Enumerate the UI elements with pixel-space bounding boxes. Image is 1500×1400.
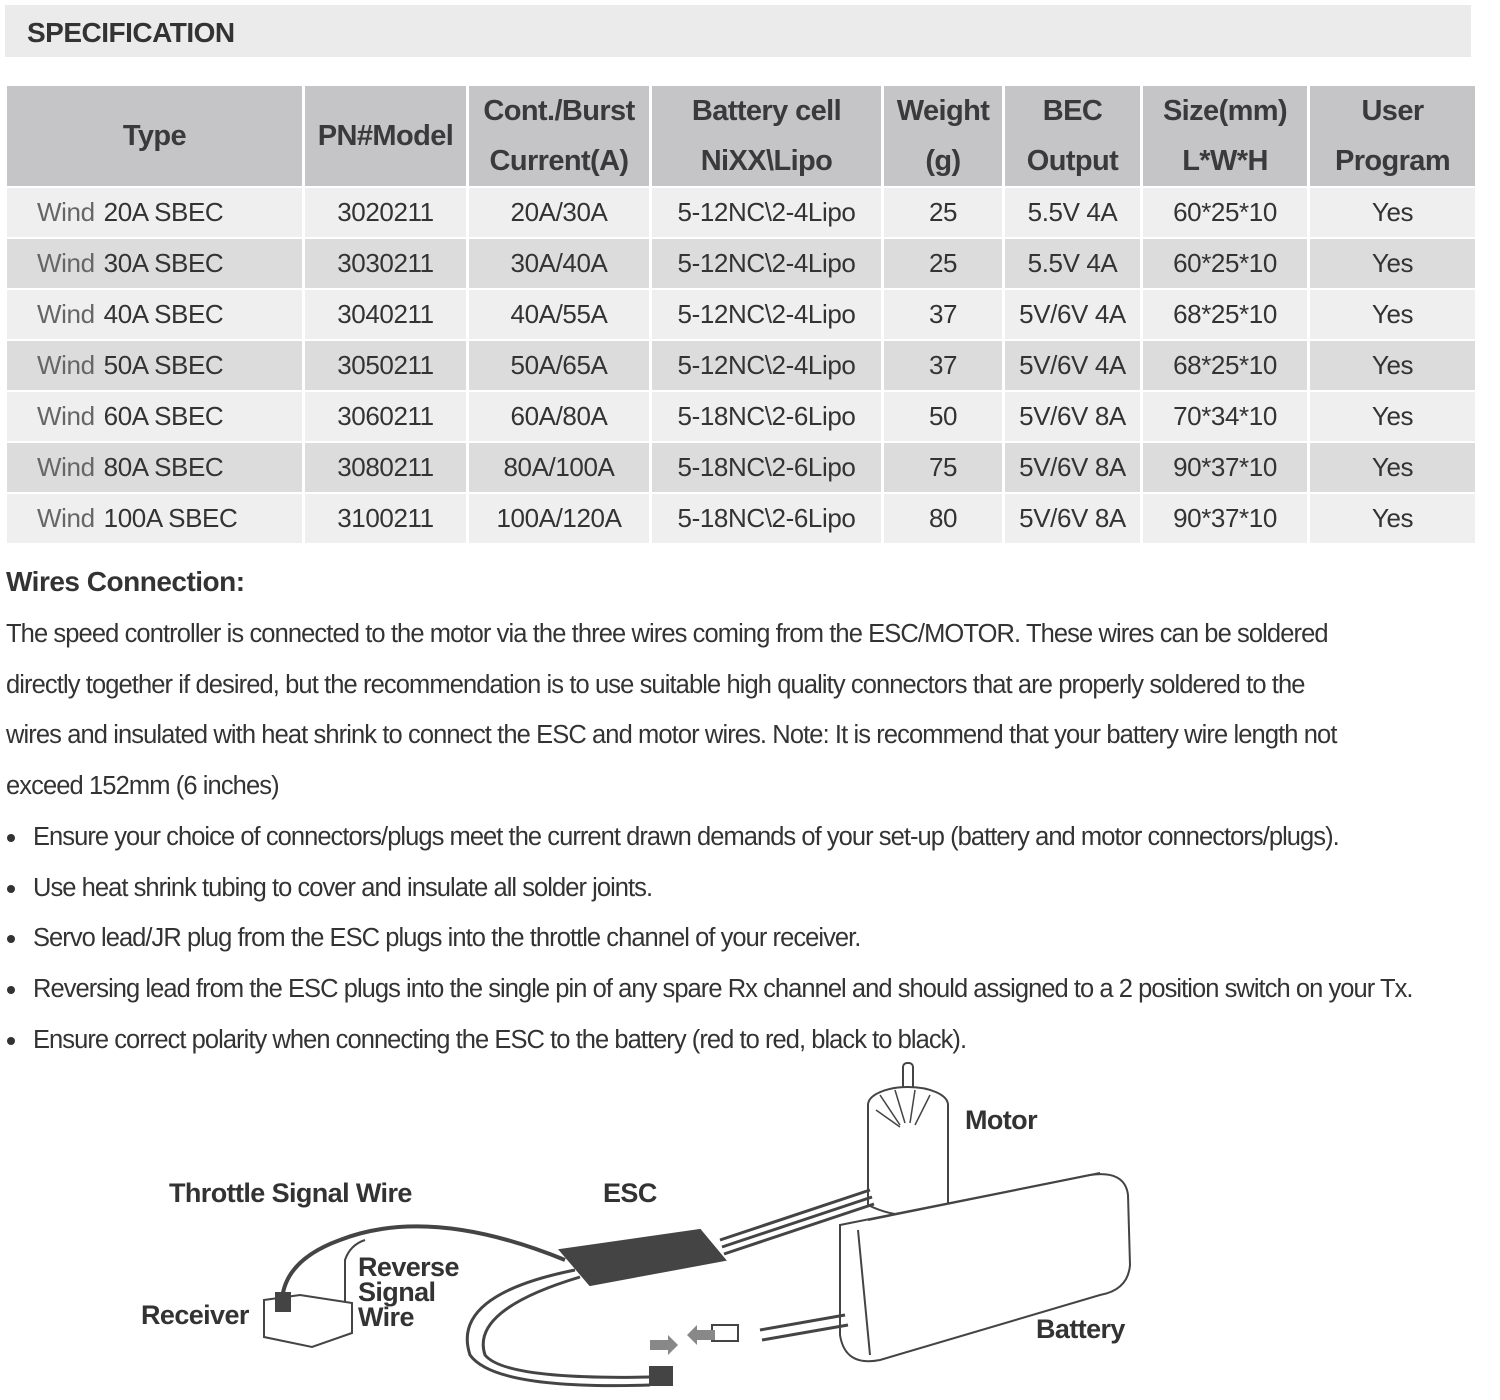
reverse-label-line: Signal (358, 1277, 436, 1307)
column-header-text: Output (1026, 145, 1119, 177)
model-text: 100A SBEC (103, 503, 238, 533)
cells-cell: 5-12NC\2-4Lipo (652, 188, 881, 237)
pn-cell: 3060211 (305, 392, 466, 441)
model-text: 50A SBEC (103, 350, 224, 380)
current-cell: 100A/120A (469, 494, 649, 543)
motor-illustration (868, 1063, 948, 1215)
wires-paragraph (6, 612, 1486, 815)
current-cell: 30A/40A (469, 239, 649, 288)
brand-text: Wind (37, 197, 95, 227)
table-row (7, 494, 1475, 543)
weight-cell: 75 (884, 443, 1002, 492)
column-header (1005, 86, 1140, 186)
size-cell: 60*25*10 (1143, 239, 1307, 288)
model-text: 80A SBEC (103, 452, 224, 482)
cells-cell: 5-12NC\2-4Lipo (652, 239, 881, 288)
esc-label: ESC (603, 1178, 657, 1208)
paragraph-line: The speed controller is connected to the motor via the three wires coming from the ESC/MOTOR. These wires can be soldered (6, 620, 1328, 648)
column-header-text: (g) (925, 145, 961, 177)
receiver-label: Receiver (141, 1300, 249, 1330)
pn-cell: 3040211 (305, 290, 466, 339)
column-header-text: L*W*H (1182, 145, 1268, 177)
type-cell (7, 494, 302, 543)
column-header-text: Size(mm) (1162, 95, 1288, 127)
paragraph-line: wires and insulated with heat shrink to connect the ESC and motor wires. Note: It is recommend that your battery wire length not (6, 721, 1337, 750)
weight-cell: 37 (884, 341, 1002, 390)
program-cell: Yes (1310, 443, 1475, 492)
cells-cell: 5-18NC\2-6Lipo (652, 443, 881, 492)
bullet-item: Reversing lead from the ESC plugs into the single pin of any spare Rx channel and should assigned to a 2 position switch on your Tx. (6, 967, 1500, 1018)
weight-cell: 37 (884, 290, 1002, 339)
program-cell: Yes (1310, 341, 1475, 390)
size-cell: 90*37*10 (1143, 443, 1307, 492)
column-header (1143, 86, 1307, 186)
column-header (884, 86, 1002, 186)
size-cell: 60*25*10 (1143, 188, 1307, 237)
model-text: 40A SBEC (103, 299, 224, 329)
column-header-text: BEC (1042, 95, 1103, 127)
bec-cell: 5V/6V 4A (1005, 341, 1140, 390)
column-header-text: Weight (896, 95, 990, 127)
bullet-item: Use heat shrink tubing to cover and insulate all solder joints. (6, 866, 1500, 917)
bullet-item: Servo lead/JR plug from the ESC plugs into the throttle channel of your receiver. (6, 916, 1500, 967)
brand-text: Wind (37, 401, 95, 431)
table-row (7, 392, 1475, 441)
pn-cell: 3030211 (305, 239, 466, 288)
type-cell (7, 443, 302, 492)
table-row (7, 239, 1475, 288)
brand-text: Wind (37, 248, 95, 278)
weight-cell: 80 (884, 494, 1002, 543)
size-cell: 68*25*10 (1143, 290, 1307, 339)
type-cell (7, 239, 302, 288)
receiver-illustration (264, 1293, 352, 1347)
table-row (7, 290, 1475, 339)
weight-cell: 25 (884, 188, 1002, 237)
section-title: SPECIFICATION (27, 17, 235, 48)
program-cell: Yes (1310, 188, 1475, 237)
column-header (7, 86, 302, 186)
current-cell: 60A/80A (469, 392, 649, 441)
column-header (652, 86, 881, 186)
table-header-row (7, 86, 1475, 186)
bec-cell: 5V/6V 8A (1005, 392, 1140, 441)
column-header-text: Current(A) (489, 145, 629, 177)
throttle-signal-wire-label: Throttle Signal Wire (169, 1178, 412, 1208)
brand-text: Wind (37, 452, 95, 482)
bec-cell: 5V/6V 8A (1005, 494, 1140, 543)
column-header (469, 86, 649, 186)
bec-cell: 5V/6V 8A (1005, 443, 1140, 492)
cells-cell: 5-12NC\2-4Lipo (652, 341, 881, 390)
section-title-bar (5, 5, 1471, 57)
pn-cell: 3050211 (305, 341, 466, 390)
column-header-text: User (1361, 95, 1424, 127)
column-header-text: Battery cell (691, 95, 842, 127)
column-header (1310, 86, 1475, 186)
type-cell (7, 188, 302, 237)
brand-text: Wind (37, 503, 95, 533)
battery-label: Battery (1036, 1314, 1125, 1344)
table-row (7, 188, 1475, 237)
current-cell: 50A/65A (469, 341, 649, 390)
motor-label: Motor (965, 1105, 1037, 1135)
pn-cell: 3020211 (305, 188, 466, 237)
column-header-text: Type (122, 120, 187, 152)
size-cell: 68*25*10 (1143, 341, 1307, 390)
type-cell (7, 341, 302, 390)
size-cell: 90*37*10 (1143, 494, 1307, 543)
column-header-text: Cont./Burst (483, 95, 635, 127)
model-text: 60A SBEC (103, 401, 224, 431)
program-cell: Yes (1310, 239, 1475, 288)
type-cell (7, 290, 302, 339)
program-cell: Yes (1310, 290, 1475, 339)
current-cell: 80A/100A (469, 443, 649, 492)
model-text: 20A SBEC (103, 197, 224, 227)
reverse-signal-wire-label (358, 1252, 459, 1332)
pn-cell: 3080211 (305, 443, 466, 492)
type-cell (7, 392, 302, 441)
esc-illustration (560, 1230, 725, 1285)
size-cell: 70*34*10 (1143, 392, 1307, 441)
wiring-diagram (0, 1055, 1500, 1395)
brand-text: Wind (37, 299, 95, 329)
table-row (7, 341, 1475, 390)
column-header-text: PN#Model (317, 120, 454, 152)
cells-cell: 5-18NC\2-6Lipo (652, 392, 881, 441)
bec-cell: 5.5V 4A (1005, 239, 1140, 288)
reverse-label-line: Reverse (358, 1252, 459, 1282)
bec-cell: 5V/6V 4A (1005, 290, 1140, 339)
weight-cell: 50 (884, 392, 1002, 441)
wires-connection-heading: Wires Connection: (6, 566, 245, 597)
paragraph-line: exceed 152mm (6 inches) (6, 772, 279, 801)
column-header (305, 86, 466, 186)
pn-cell: 3100211 (305, 494, 466, 543)
table-row (7, 443, 1475, 492)
wires-bullet-list (6, 815, 1500, 1068)
bec-cell: 5.5V 4A (1005, 188, 1140, 237)
cells-cell: 5-12NC\2-4Lipo (652, 290, 881, 339)
program-cell: Yes (1310, 494, 1475, 543)
current-cell: 20A/30A (469, 188, 649, 237)
specification-table (4, 84, 1478, 545)
cells-cell: 5-18NC\2-6Lipo (652, 494, 881, 543)
current-cell: 40A/55A (469, 290, 649, 339)
wiring-illustration (0, 1055, 1500, 1395)
column-header-text: Program (1334, 145, 1451, 177)
brand-text: Wind (37, 350, 95, 380)
paragraph-line: directly together if desired, but the recommendation is to use suitable high quality connectors that are properly soldered to the (6, 670, 1305, 699)
program-cell: Yes (1310, 392, 1475, 441)
bullet-item: Ensure your choice of connectors/plugs meet the current drawn demands of your set-up (battery and motor connectors/plugs). (6, 815, 1500, 866)
weight-cell: 25 (884, 239, 1002, 288)
bullet-item: Ensure correct polarity when connecting the ESC to the battery (red to red, black to black). (6, 1018, 1500, 1069)
reverse-label-line: Wire (358, 1302, 414, 1332)
column-header-text: NiXX\Lipo (700, 145, 833, 177)
model-text: 30A SBEC (103, 248, 224, 278)
